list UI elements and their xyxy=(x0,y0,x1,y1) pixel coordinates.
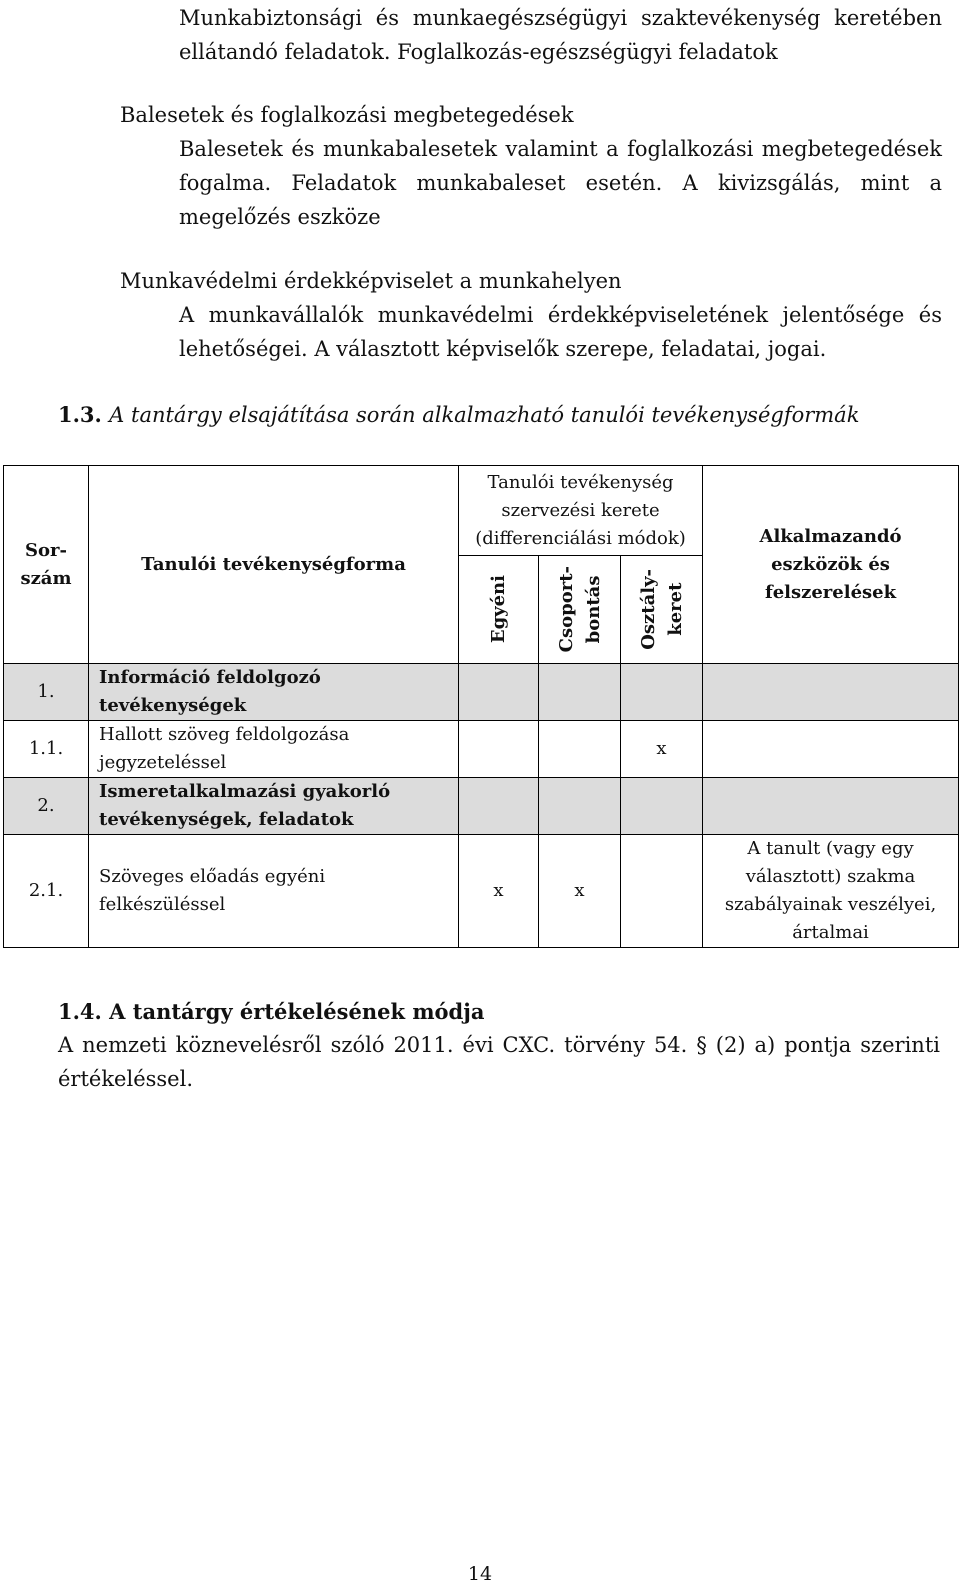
row-activity xyxy=(89,664,459,721)
header-tools-line1: Alkalmazandó xyxy=(759,525,902,547)
row-egyeni: x xyxy=(459,835,539,948)
header-org-line2: szervezési kerete xyxy=(501,499,660,521)
topic-heading-accidents: Balesetek és foglalkozási megbetegedések xyxy=(120,103,574,127)
section-heading-1-4: 1.4. A tantárgy értékelésének módja xyxy=(58,999,485,1024)
header-sorszam-line2: szám xyxy=(20,567,72,589)
row-number: 2. xyxy=(4,778,89,835)
row-csoport xyxy=(539,721,621,778)
row-osztaly xyxy=(621,835,703,948)
header-tools-line3: felszerelések xyxy=(764,581,897,603)
row-number: 1.1. xyxy=(4,721,89,778)
row-number: 2.1. xyxy=(4,835,89,948)
row-activity-line1: Hallott szöveg feldolgozása xyxy=(99,724,350,745)
row-activity-line2: jegyzeteléssel xyxy=(99,752,227,773)
row-activity xyxy=(89,778,459,835)
subheader-csoport-line1: Csoport- xyxy=(555,566,577,653)
header-sorszam-line1: Sor- xyxy=(25,539,67,561)
table-row xyxy=(4,778,959,835)
row-tools xyxy=(703,721,959,778)
subheader-csoportbontas xyxy=(539,556,621,664)
subheader-csoportbontas-text xyxy=(553,566,607,652)
row-tools xyxy=(703,778,959,835)
row-activity-line2: felkészüléssel xyxy=(99,894,226,915)
paragraph-representation-details: A munkavállalók munkavédelmi érdekképviseletének jelentősége és lehetőségei. A választott képviselők szerepe, feladatai, jogai. xyxy=(179,303,942,361)
row-tools xyxy=(703,664,959,721)
row-osztaly xyxy=(621,664,703,721)
row-tools-line1: A tanult (vagy egy xyxy=(747,838,914,859)
row-tools xyxy=(703,835,959,948)
section-heading-1-3 xyxy=(58,400,938,430)
table-row xyxy=(4,835,959,948)
section-title: A tantárgy elsajátítása során alkalmazható tanulói tevékenységformák xyxy=(109,403,860,427)
subheader-osztaly-line1: Osztály- xyxy=(637,569,659,650)
row-tools-line3: szabályainak veszélyei, xyxy=(724,894,937,915)
row-osztaly xyxy=(621,778,703,835)
header-tools xyxy=(703,466,959,664)
page-number: 14 xyxy=(467,1563,493,1585)
row-egyeni xyxy=(459,664,539,721)
subheader-csoport-line2: bontás xyxy=(582,575,604,644)
subheader-osztaly-line2: keret xyxy=(664,582,686,637)
row-number: 1. xyxy=(4,664,89,721)
row-tools-line2: választott) szakma xyxy=(745,866,916,887)
row-activity xyxy=(89,721,459,778)
activity-forms-table xyxy=(3,465,959,948)
row-activity-line2: tevékenységek xyxy=(99,695,247,716)
header-tools-line2: eszközök és xyxy=(771,553,890,575)
row-csoport xyxy=(539,778,621,835)
table-row xyxy=(4,664,959,721)
subheader-egyeni-text: Egyéni xyxy=(488,575,509,644)
header-org-line1: Tanulói tevékenység xyxy=(487,471,674,493)
header-sorszam xyxy=(4,466,89,664)
row-osztaly: x xyxy=(621,721,703,778)
row-activity-line1: Információ feldolgozó xyxy=(99,667,321,688)
header-activity-form: Tanulói tevékenységforma xyxy=(89,466,459,664)
paragraph-accidents-definition: Balesetek és munkabalesetek valamint a foglalkozási megbetegedések fogalma. Feladatok munkabaleset esetén. A kivizsgálás, mint a megelőzés eszköze xyxy=(179,137,942,229)
section-number: 1.3. xyxy=(58,402,102,427)
paragraph-evaluation-method: A nemzeti köznevelésről szóló 2011. évi CXC. törvény 54. § (2) a) pontja szerinti értékeléssel. xyxy=(58,1033,940,1091)
row-activity-line1: Szöveges előadás egyéni xyxy=(99,866,326,887)
subheader-osztalykeret-text xyxy=(635,569,689,650)
subheader-osztalykeret xyxy=(621,556,703,664)
row-csoport xyxy=(539,664,621,721)
header-org-line3: (differenciálási módok) xyxy=(475,527,686,549)
row-tools-line4: ártalmai xyxy=(792,922,869,943)
topic-heading-representation: Munkavédelmi érdekképviselet a munkahelyen xyxy=(120,269,622,293)
row-activity xyxy=(89,835,459,948)
header-organization-frame xyxy=(459,466,703,556)
table-row xyxy=(4,721,959,778)
row-activity-line2: tevékenységek, feladatok xyxy=(99,809,354,830)
table-header-row xyxy=(4,466,959,556)
subheader-egyeni xyxy=(459,556,539,664)
row-egyeni xyxy=(459,721,539,778)
row-egyeni xyxy=(459,778,539,835)
paragraph-occupational-safety-tasks: Munkabiztonsági és munkaegészségügyi szaktevékenység keretében ellátandó feladatok. Foglalkozás-egészségügyi feladatok xyxy=(179,6,942,64)
row-csoport: x xyxy=(539,835,621,948)
row-activity-line1: Ismeretalkalmazási gyakorló xyxy=(99,781,391,802)
